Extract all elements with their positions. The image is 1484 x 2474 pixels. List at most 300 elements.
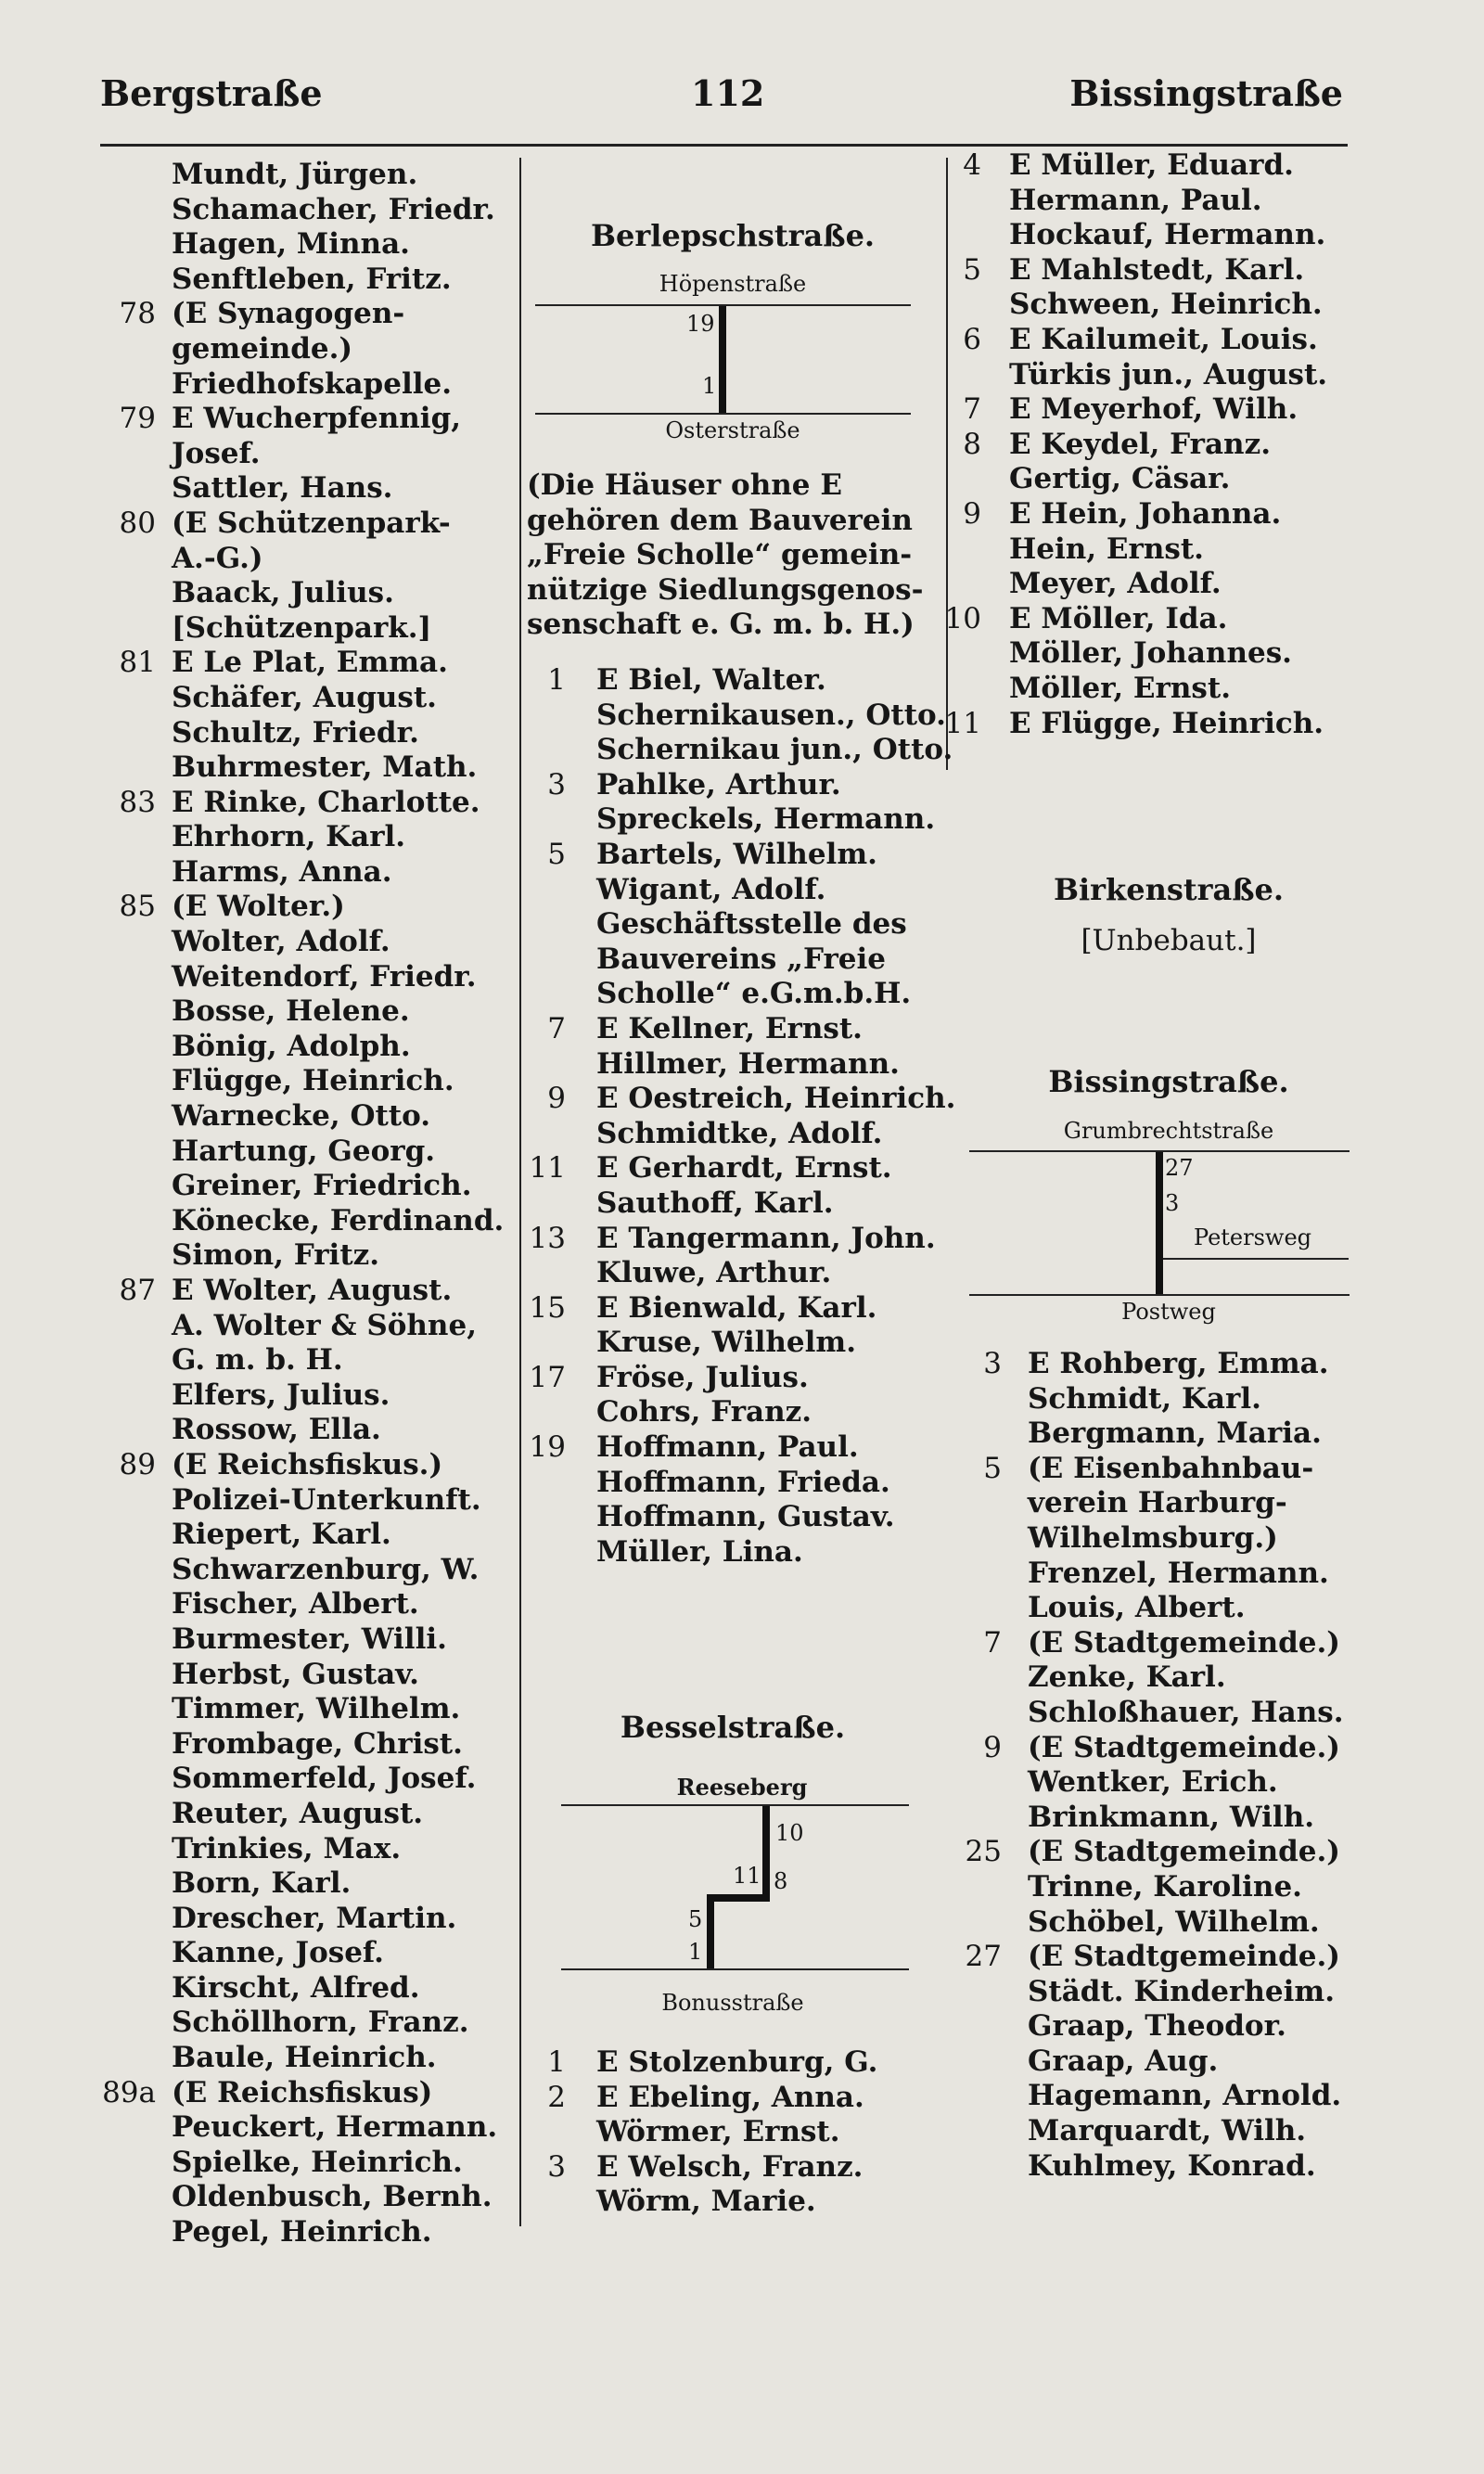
list-item [93,1727,519,1763]
house-number: 85 [119,890,156,924]
list-item [93,1936,519,1971]
resident-entry: Wigant, Adolf. [596,872,826,906]
resident-entry: Schamacher, Friedr. [172,192,495,226]
resident-entry: Born, Karl. [172,1866,352,1901]
list-item [93,1518,519,1553]
list-item [93,367,519,403]
resident-entry: Möller, Johannes. [1009,636,1292,671]
resident-entry: Mundt, Jürgen. [172,158,418,191]
resident-entry: A.-G.) [172,541,263,575]
resident-entry: Rossow, Ella. [172,1413,381,1447]
resident-entry: E Rinke, Charlotte. [172,785,480,819]
resident-entry: Brinkmann, Wilh. [1028,1800,1315,1834]
resident-entry: Friedhofskapelle. [172,366,453,401]
resident-entry: G. m. b. H. [172,1343,343,1378]
list-item [93,716,519,751]
list-item [93,471,519,506]
list-item [944,392,1380,428]
house-number: 7 [547,1011,566,1045]
resident-entry: Frenzel, Hermann. [1028,1556,1329,1590]
resident-entry: Wilhelmsburg.) [1028,1520,1278,1555]
list-item [93,2006,519,2041]
house-number: 78 [119,297,156,331]
resident-entry: Schöbel, Wilhelm. [1028,1904,1320,1939]
resident-entry: Peuckert, Hermann. [172,2110,498,2145]
street-label-osterstrasse: Osterstraße [665,417,800,443]
column-3-entries [944,148,1380,741]
list-item [93,1238,519,1274]
resident-entry: Graap, Aug. [1028,2044,1219,2078]
list-item [944,1382,1380,1417]
resident-entry: Bergmann, Maria. [1028,1416,1322,1451]
list-item [944,602,1380,637]
resident-entry: Pahlke, Arthur. [596,767,841,801]
list-item [944,1731,1380,1766]
list-item [93,1413,519,1448]
list-item [527,1186,944,1222]
resident-entry: E Ebeling, Anna. [596,2080,864,2114]
list-item [93,1622,519,1658]
resident-entry: Kuhlmey, Konrad. [1028,2148,1316,2183]
list-item [527,838,944,873]
resident-entry: Oldenbusch, Bernh. [172,2180,493,2214]
list-item [944,184,1380,219]
resident-entry: E Stolzenburg, G. [596,2045,878,2079]
house-number: 6 [963,322,981,356]
list-item [93,1587,519,1622]
list-item [527,907,944,942]
list-item [93,1274,519,1309]
resident-entry: E Möller, Ida. [1009,601,1228,635]
column-divider-left [519,158,521,2226]
list-item [93,297,519,332]
list-item [527,1500,944,1535]
house-number: 2 [547,2080,566,2114]
resident-entry: E Rohberg, Emma. [1028,1347,1329,1380]
resident-entry: Cohrs, Franz. [596,1395,812,1429]
section-title-birkenstrasse: Birkenstraße. [1053,872,1285,907]
resident-entry: E Hein, Johanna. [1009,496,1282,531]
list-item [527,1326,944,1361]
resident-entry: Hartung, Georg. [172,1134,436,1168]
list-item [93,1099,519,1134]
house-number: 1 [547,663,566,697]
resident-entry: Spreckels, Hermann. [596,802,936,837]
list-item [944,1486,1380,1521]
house-number: 5 [963,252,981,287]
resident-entry: Hockauf, Hermann. [1009,218,1326,252]
bessel-number-11: 11 [733,1863,761,1889]
list-item [93,437,519,472]
list-item [527,2081,944,2116]
resident-entry: Riepert, Karl. [172,1518,391,1552]
list-item [527,2185,944,2220]
bessel-number-8: 8 [774,1868,788,1894]
resident-entry: Kluwe, Arthur. [596,1256,832,1290]
resident-entry: Sommerfeld, Josef. [172,1762,477,1796]
resident-entry: E Bienwald, Karl. [596,1290,877,1325]
list-item [527,1222,944,1257]
berlepschstrasse-entries [527,663,956,1570]
bissing-number-3: 3 [1165,1190,1180,1216]
house-number: 1 [547,2045,566,2079]
list-item [527,1117,944,1152]
list-item [944,218,1380,253]
list-item [527,1256,944,1291]
list-item [93,960,519,995]
list-item [93,2076,519,2111]
list-item [93,193,519,228]
list-item [944,1801,1380,1836]
list-item [93,542,519,577]
note-line: senschaft e. G. m. b. H.) [527,608,915,642]
list-item [93,925,519,960]
resident-entry: E Meyerhof, Wilh. [1009,392,1298,427]
resident-entry: (E Synagogen- [172,297,405,331]
list-item [527,699,944,734]
resident-entry: Buhrmester, Math. [172,750,478,785]
list-item [944,1626,1380,1661]
street-label-postweg: Postweg [1121,1299,1216,1325]
column-1-entries [93,158,519,2250]
resident-entry: (E Eisenbahnbau- [1028,1451,1314,1485]
list-item [93,2110,519,2146]
list-item [93,855,519,891]
resident-entry: Schöllhorn, Franz. [172,2006,469,2040]
list-item [93,820,519,855]
resident-entry: gemeinde.) [172,331,353,365]
resident-entry: (E Reichsfiskus.) [172,1447,443,1481]
resident-entry: Sauthoff, Karl. [596,1186,834,1220]
bessel-number-1: 1 [688,1939,703,1965]
list-item [93,1030,519,1065]
resident-entry: Warnecke, Otto. [172,1099,431,1134]
resident-entry: Ehrhorn, Karl. [172,820,406,854]
resident-entry: Pegel, Heinrich. [172,2215,432,2250]
page-number: 112 [691,72,765,114]
house-number: 8 [963,427,981,461]
list-item [93,1204,519,1239]
resident-entry: Sattler, Hans. [172,471,393,506]
resident-entry: Burmester, Willi. [172,1622,447,1656]
resident-entry: Polizei-Unterkunft. [172,1482,481,1517]
association-note [527,468,940,643]
list-item [944,2009,1380,2045]
list-item [527,1361,944,1396]
resident-entry: A. Wolter & Söhne, [172,1308,477,1342]
list-item [944,462,1380,497]
resident-entry: (E Schützenpark- [172,506,451,540]
resident-entry: Wörm, Marie. [596,2185,816,2219]
list-item [93,1169,519,1204]
house-number: 3 [983,1347,1002,1380]
bessel-bar-jog [707,1894,770,1902]
note-line: nützige Siedlungsgenos- [527,572,924,607]
list-item [527,977,944,1012]
street-line-bottom [535,413,911,415]
list-item [93,2215,519,2250]
list-item [527,1466,944,1501]
resident-entry: Bönig, Adolph. [172,1029,411,1063]
list-item [527,1012,944,1047]
list-item [944,253,1380,288]
resident-entry: E Müller, Eduard. [1009,148,1294,182]
section-title-besselstrasse: Besselstraße. [620,1710,846,1745]
page-header [0,0,1484,148]
house-number: 10 [944,601,981,635]
resident-entry: Hoffmann, Frieda. [596,1465,890,1499]
house-number: 87 [119,1274,156,1307]
resident-entry: Städt. Kinderheim. [1028,1974,1335,2008]
list-item [944,1452,1380,1487]
section-title-berlepschstrasse: Berlepschstraße. [590,218,876,253]
list-item [944,1870,1380,1905]
resident-entry: Bartels, Wilhelm. [596,837,877,871]
list-item [527,733,953,768]
resident-entry: Herbst, Gustav. [172,1657,419,1691]
house-number: 5 [983,1451,1002,1485]
resident-entry: Schäfer, August. [172,680,437,714]
resident-entry: Marquardt, Wilh. [1028,2114,1307,2148]
resident-entry: Spielke, Heinrich. [172,2145,463,2179]
besselstrasse-entries [527,2045,944,2220]
list-item [527,942,944,978]
list-item [527,2045,944,2081]
list-item [93,646,519,681]
resident-entry: Elfers, Julius. [172,1378,390,1412]
list-item [944,2149,1380,2185]
list-item [93,1832,519,1867]
house-number: 25 [965,1835,1002,1869]
list-item [93,506,519,542]
bessel-bar-upper [762,1806,770,1901]
house-number: 79 [119,402,156,436]
bessel-number-10: 10 [775,1820,804,1846]
list-item [527,873,944,908]
resident-entry: E Wucherpfennig, [172,402,462,436]
resident-entry: Bauvereins „Freie [596,942,887,976]
street-diagram-bar [719,306,726,413]
list-item [93,1658,519,1693]
resident-entry: Hein, Ernst. [1009,532,1204,566]
petersweg-line [1163,1258,1349,1260]
list-item [944,1765,1380,1801]
list-item [944,672,1380,707]
list-item [93,1378,519,1414]
list-item [93,1971,519,2006]
resident-entry: Türkis jun., August. [1009,357,1328,391]
list-item [944,1521,1380,1557]
list-item [944,532,1380,568]
list-item [944,497,1380,532]
list-item [944,707,1380,742]
list-item [527,1430,944,1466]
resident-entry: Schernikau jun., Otto. [596,733,953,767]
street-label-reeseberg: Reeseberg [676,1774,808,1801]
list-item [93,1064,519,1099]
bissing-bar [1156,1152,1163,1294]
house-number: 11 [944,706,981,740]
resident-entry: Hermann, Paul. [1009,183,1262,217]
header-left-street: Bergstraße [100,72,323,114]
list-item [93,750,519,786]
street-label-grumbrechtstrasse: Grumbrechtstraße [1063,1118,1274,1144]
resident-entry: Fischer, Albert. [172,1587,419,1622]
bissingstrasse-entries [944,1347,1380,2184]
house-number: 83 [119,785,156,819]
resident-entry: E Kailumeit, Louis. [1009,322,1318,356]
list-item [527,1395,944,1430]
resident-entry: E Le Plat, Emma. [172,646,448,680]
house-number: 9 [963,496,981,531]
list-item [944,1940,1380,1975]
list-item [93,1902,519,1937]
house-number: 7 [983,1625,1002,1660]
resident-entry: Hillmer, Hermann. [596,1046,900,1081]
list-item [944,288,1380,323]
bessel-line-bottom [561,1968,909,1970]
resident-entry: Könecke, Ferdinand. [172,1203,505,1237]
list-item [93,1134,519,1170]
list-item [944,2045,1380,2080]
house-number: 3 [547,2149,566,2184]
resident-entry: Frombage, Christ. [172,1726,463,1761]
list-item [93,786,519,821]
list-item [527,802,944,838]
house-number: 4 [963,148,981,182]
resident-entry: E Flügge, Heinrich. [1009,706,1324,740]
house-number: 17 [529,1360,566,1394]
resident-entry: [Schützenpark.] [172,610,432,645]
resident-entry: (E Stadtgemeinde.) [1028,1730,1340,1764]
list-item [93,2180,519,2215]
bessel-line-top [561,1804,909,1806]
list-item [527,1535,944,1570]
resident-entry: Schwarzenburg, W. [172,1552,480,1586]
note-line: (Die Häuser ohne E [527,468,842,502]
list-item [93,890,519,925]
list-item [93,158,519,193]
resident-entry: Scholle“ e.G.m.b.H. [596,977,912,1011]
list-item [527,1151,944,1186]
house-number: 11 [529,1151,566,1186]
resident-entry: Wörmer, Ernst. [596,2115,840,2149]
resident-entry: Baack, Julius. [172,576,394,610]
resident-entry: Drescher, Martin. [172,1901,457,1935]
list-item [944,567,1380,602]
resident-entry: Weitendorf, Friedr. [172,959,477,993]
house-number: 15 [529,1290,566,1325]
resident-entry: Hoffmann, Gustav. [596,1500,895,1534]
resident-entry: Bosse, Helene. [172,994,410,1029]
resident-entry: Josef. [172,436,261,470]
bessel-number-5: 5 [688,1906,703,1932]
resident-entry: Fröse, Julius. [596,1360,809,1394]
list-item [93,1448,519,1483]
house-number: 89a [102,2075,156,2109]
resident-entry: E Wolter, August. [172,1274,453,1307]
list-item [527,2150,944,2186]
list-item [527,1291,944,1327]
list-item [93,332,519,367]
street-label-bonusstrasse: Bonusstraße [661,1990,804,2016]
resident-entry: Gertig, Cäsar. [1009,462,1231,496]
resident-entry: Timmer, Wilhelm. [172,1692,461,1726]
list-item [944,358,1380,393]
house-number: 7 [963,392,981,427]
list-item [944,428,1380,463]
house-number: 19 [529,1430,566,1465]
resident-entry: E Keydel, Franz. [1009,427,1271,461]
resident-entry: Flügge, Heinrich. [172,1064,454,1098]
list-item [527,1047,944,1083]
list-item [93,1309,519,1344]
street-label-petersweg: Petersweg [1194,1224,1312,1250]
resident-entry: Meyer, Adolf. [1009,567,1222,601]
list-item [93,2041,519,2076]
resident-entry: Kruse, Wilhelm. [596,1326,857,1360]
resident-entry: E Tangermann, John. [596,1221,936,1255]
bessel-bar-lower [707,1894,714,1968]
unbebaut-note: [Unbebaut.] [1081,924,1257,957]
resident-entry: (E Reichsfiskus) [172,2075,433,2109]
list-item [944,1905,1380,1941]
list-item [93,402,519,437]
bissing-number-27: 27 [1165,1155,1194,1181]
list-item [944,1660,1380,1696]
list-item [944,636,1380,672]
header-right-street: Bissingstraße [1069,72,1343,114]
resident-entry: Schloßhauer, Hans. [1028,1695,1344,1729]
house-number: 81 [119,646,156,680]
list-item [944,2114,1380,2149]
resident-entry: Möller, Ernst. [1009,671,1231,705]
resident-entry: Harms, Anna. [172,854,392,889]
header-rule [100,144,1348,147]
resident-entry: Kanne, Josef. [172,1936,384,1970]
list-item [93,1343,519,1378]
house-number: 89 [119,1447,156,1481]
list-item [93,1762,519,1797]
list-item [944,1557,1380,1592]
list-item [527,768,944,803]
resident-entry: E Gerhardt, Ernst. [596,1151,892,1186]
list-item [944,1696,1380,1731]
resident-entry: Schernikausen., Otto. [596,698,946,732]
list-item [93,681,519,716]
list-item [527,663,944,699]
resident-entry: Schween, Heinrich. [1009,288,1323,322]
resident-entry: Trinkies, Max. [172,1831,402,1865]
resident-entry: Hoffmann, Paul. [596,1430,859,1465]
list-item [93,576,519,611]
resident-entry: E Kellner, Ernst. [596,1011,863,1045]
list-item [93,611,519,647]
bissing-line-bottom [969,1294,1350,1296]
note-line: gehören dem Bauverein [527,503,913,537]
resident-entry: Schultz, Friedr. [172,715,419,750]
resident-entry: E Biel, Walter. [596,663,826,697]
list-item [944,323,1380,358]
list-item [944,1591,1380,1626]
list-item [93,2146,519,2181]
list-item [944,1835,1380,1870]
resident-entry: E Mahlstedt, Karl. [1009,252,1305,287]
house-number: 13 [529,1221,566,1255]
resident-entry: verein Harburg- [1028,1486,1287,1520]
list-item [944,148,1380,184]
list-item [944,1416,1380,1452]
